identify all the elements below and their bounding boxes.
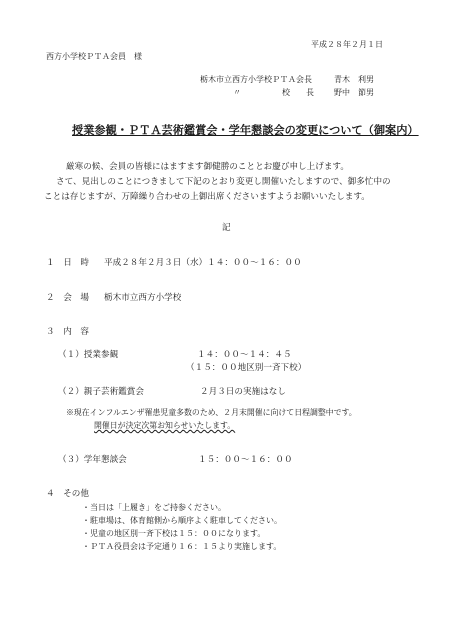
sub2-label: （２）親子芸術鑑賞会 (58, 387, 144, 397)
sub3-label: （３）学年懇談会 (58, 455, 127, 465)
greeting-line-1: 厳寒の候、会員の皆様にはますます御健勝のこととお慶び申し上げます。 (66, 162, 349, 172)
greeting-line-3: ことは存じますが、万障繰り合わせの上御出席くださいますようお願いいたします。 (44, 192, 370, 202)
sender-principal-name: 野中 節男 (334, 88, 374, 97)
issue-date: 平成２８年２月１日 (311, 40, 383, 49)
recipient-line: 西方小学校ＰＴＡ会員 様 (46, 52, 142, 61)
other-bullet-4: ・ＰＴＡ役員会は予定通り１６：１５より実施します。 (82, 542, 282, 551)
sub2-note-line2: 開催日が決定次第お知らせいたします。 (94, 421, 236, 430)
other-bullet-2: ・駐車場は、体育館側から順序よく駐車してください。 (82, 516, 282, 525)
sender-principal-title: 校 長 (282, 88, 314, 97)
document-title: 授業参観・ＰＴＡ芸術鑑賞会・学年懇談会の変更について（御案内） (72, 124, 419, 137)
other-bullet-1: ・当日は「上履き」をご持参ください。 (82, 503, 226, 512)
ki-heading: 記 (222, 223, 231, 233)
item1-label: １ 日 時 (46, 258, 89, 268)
sender-president-name: 青木 利男 (334, 75, 374, 84)
item3-label: ３ 内 容 (46, 327, 89, 337)
other-bullet-3: ・児童の地区別一斉下校は１５：００になります。 (82, 529, 266, 538)
item2-label: ２ 会 場 (46, 293, 89, 303)
sub3-time: １５：００～１６：００ (198, 455, 293, 465)
item4-label: ４ その他 (46, 489, 89, 499)
sub2-note-line1: ※現在インフルエンザ罹患児童多数のため、２月末開催に向けて日程調整中です。 (66, 408, 357, 417)
greeting-line-2: さて、見出しのことにつきまして下記のとおり変更し開催いたしますので、御多忙中の (56, 177, 391, 187)
ditto-mark: 〃 (233, 88, 241, 97)
sub2-value: ２月３日の実施はなし (200, 387, 286, 397)
sub1-label: （１）授業参観 (58, 350, 119, 360)
sender-president-org: 栃木市立西方小学校ＰＴＡ会長 (200, 75, 312, 84)
sub1-time: １４：００～１４：４５ (197, 350, 292, 360)
item2-value: 栃木市立西方小学校 (104, 293, 182, 303)
item1-value: 平成２８年２月３日（水）１４：００～１６：００ (104, 258, 302, 268)
sub1-note: （１５：００地区別一斉下校） (186, 363, 307, 373)
